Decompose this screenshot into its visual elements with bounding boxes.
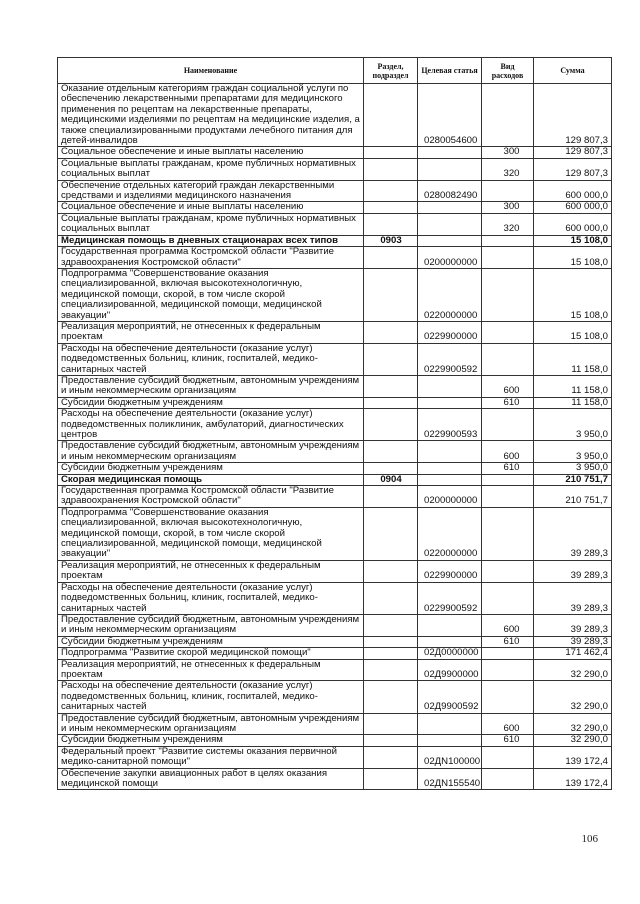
sum-cell: 32 290,0 [534, 735, 612, 746]
target-cell [418, 735, 482, 746]
expense-cell [482, 659, 534, 681]
section-cell [364, 180, 418, 202]
target-cell: 0229900592 [418, 582, 482, 614]
name-cell: Социальное обеспечение и иные выплаты населению [58, 147, 364, 158]
expense-cell: 300 [482, 202, 534, 213]
sum-cell: 15 108,0 [534, 247, 612, 269]
expense-cell [482, 681, 534, 713]
sum-cell: 32 290,0 [534, 713, 612, 735]
expense-cell [482, 560, 534, 582]
name-cell: Расходы на обеспечение деятельности (оказание услуг) подведомственных больниц, клиник, госпиталей, медико-санитарных частей [58, 681, 364, 713]
target-cell: 0229900592 [418, 343, 482, 375]
budget-table [57, 57, 612, 790]
name-cell: Субсидии бюджетным учреждениям [58, 463, 364, 474]
expense-cell [482, 486, 534, 508]
expense-cell [482, 648, 534, 659]
expense-cell [482, 474, 534, 485]
sum-cell: 15 108,0 [534, 268, 612, 321]
target-cell: 0220000000 [418, 507, 482, 560]
header-expense: Вид расходов [482, 58, 534, 84]
target-cell: 02ДN155540 [418, 768, 482, 790]
target-cell: 0229900000 [418, 321, 482, 343]
section-cell [364, 247, 418, 269]
section-cell: 0903 [364, 235, 418, 246]
table-row [58, 321, 612, 343]
name-cell: Расходы на обеспечение деятельности (оказание услуг) подведомственных больниц, клиник, госпиталей, медико-санитарных частей [58, 343, 364, 375]
table-row [58, 614, 612, 636]
expense-cell [482, 180, 534, 202]
sum-cell: 3 950,0 [534, 463, 612, 474]
sum-cell: 129 807,3 [534, 84, 612, 147]
name-cell: Субсидии бюджетным учреждениям [58, 397, 364, 408]
expense-cell [482, 343, 534, 375]
name-cell: Расходы на обеспечение деятельности (оказание услуг) подведомственных поликлиник, амбулаторий, диагностических центров [58, 409, 364, 441]
header-sum: Сумма [534, 58, 612, 84]
sum-cell: 600 000,0 [534, 213, 612, 235]
sum-cell: 600 000,0 [534, 180, 612, 202]
table-row [58, 713, 612, 735]
name-cell: Расходы на обеспечение деятельности (оказание услуг) подведомственных больниц, клиник, госпиталей, медико-санитарных частей [58, 582, 364, 614]
expense-cell: 600 [482, 713, 534, 735]
target-cell: 02ДN100000 [418, 746, 482, 768]
section-cell [364, 268, 418, 321]
section-cell [364, 659, 418, 681]
section-cell [364, 202, 418, 213]
table-header-row [58, 58, 612, 84]
sum-cell: 129 807,3 [534, 158, 612, 180]
section-cell [364, 463, 418, 474]
target-cell [418, 441, 482, 463]
name-cell: Медицинская помощь в дневных стационарах всех типов [58, 235, 364, 246]
target-cell [418, 397, 482, 408]
target-cell [418, 147, 482, 158]
target-cell: 02Д0000000 [418, 648, 482, 659]
header-section: Раздел, подраздел [364, 58, 418, 84]
section-cell [364, 343, 418, 375]
section-cell [364, 486, 418, 508]
target-cell: 0280054600 [418, 84, 482, 147]
name-cell: Обеспечение отдельных категорий граждан лекарственными средствами и изделиями медицинского назначения [58, 180, 364, 202]
table-row [58, 474, 612, 485]
expense-cell [482, 507, 534, 560]
section-cell: 0904 [364, 474, 418, 485]
section-cell [364, 560, 418, 582]
sum-cell: 15 108,0 [534, 321, 612, 343]
target-cell: 02Д9900000 [418, 659, 482, 681]
target-cell: 0200000000 [418, 247, 482, 269]
table-body [58, 84, 612, 790]
expense-cell: 320 [482, 158, 534, 180]
section-cell [364, 397, 418, 408]
name-cell: Подпрограмма "Совершенствование оказания специализированной, включая высокотехнологичную, медицинской помощи, скорой, в том числе скорой специализированной, медицинской помощи, медицинской эвакуации" [58, 507, 364, 560]
sum-cell: 171 462,4 [534, 648, 612, 659]
table-row [58, 202, 612, 213]
sum-cell: 39 289,3 [534, 507, 612, 560]
section-cell [364, 213, 418, 235]
target-cell [418, 463, 482, 474]
name-cell: Предоставление субсидий бюджетным, автономным учреждениям и иным некоммерческим организациям [58, 713, 364, 735]
table-row [58, 486, 612, 508]
sum-cell: 600 000,0 [534, 202, 612, 213]
name-cell: Подпрограмма "Развитие скорой медицинской помощи" [58, 648, 364, 659]
table-row [58, 659, 612, 681]
expense-cell [482, 746, 534, 768]
name-cell: Государственная программа Костромской области "Развитие здравоохранения Костромской области" [58, 247, 364, 269]
section-cell [364, 614, 418, 636]
table-row [58, 560, 612, 582]
table-row [58, 463, 612, 474]
target-cell [418, 614, 482, 636]
table-row [58, 213, 612, 235]
sum-cell: 15 108,0 [534, 235, 612, 246]
sum-cell: 39 289,3 [534, 636, 612, 647]
name-cell: Реализация мероприятий, не отнесенных к федеральным проектам [58, 321, 364, 343]
name-cell: Субсидии бюджетным учреждениям [58, 636, 364, 647]
expense-cell [482, 768, 534, 790]
name-cell: Социальные выплаты гражданам, кроме публичных нормативных социальных выплат [58, 213, 364, 235]
table-row [58, 582, 612, 614]
section-cell [364, 84, 418, 147]
table-row [58, 235, 612, 246]
table-row [58, 84, 612, 147]
expense-cell: 600 [482, 375, 534, 397]
table-row [58, 636, 612, 647]
section-cell [364, 158, 418, 180]
expense-cell: 300 [482, 147, 534, 158]
name-cell: Социальные выплаты гражданам, кроме публичных нормативных социальных выплат [58, 158, 364, 180]
target-cell: 0229900593 [418, 409, 482, 441]
sum-cell: 39 289,3 [534, 614, 612, 636]
table-row [58, 441, 612, 463]
target-cell: 0280082490 [418, 180, 482, 202]
sum-cell: 39 289,3 [534, 582, 612, 614]
expense-cell [482, 321, 534, 343]
name-cell: Обеспечение закупки авиационных работ в целях оказания медицинской помощи [58, 768, 364, 790]
name-cell: Государственная программа Костромской области "Развитие здравоохранения Костромской области" [58, 486, 364, 508]
sum-cell: 210 751,7 [534, 474, 612, 485]
name-cell: Субсидии бюджетным учреждениям [58, 735, 364, 746]
sum-cell: 139 172,4 [534, 768, 612, 790]
expense-cell: 610 [482, 463, 534, 474]
section-cell [364, 441, 418, 463]
expense-cell [482, 409, 534, 441]
name-cell: Подпрограмма "Совершенствование оказания специализированной, включая высокотехнологичную, медицинской помощи, скорой, в том числе скорой специализированной, медицинской помощи, медицинской эвакуации" [58, 268, 364, 321]
page-number: 106 [581, 833, 598, 845]
sum-cell: 11 158,0 [534, 397, 612, 408]
name-cell: Реализация мероприятий, не отнесенных к федеральным проектам [58, 560, 364, 582]
table-row [58, 397, 612, 408]
name-cell: Скорая медицинская помощь [58, 474, 364, 485]
target-cell [418, 375, 482, 397]
name-cell: Социальное обеспечение и иные выплаты населению [58, 202, 364, 213]
table-row [58, 375, 612, 397]
target-cell [418, 713, 482, 735]
name-cell: Предоставление субсидий бюджетным, автономным учреждениям и иным некоммерческим организациям [58, 614, 364, 636]
table-row [58, 735, 612, 746]
target-cell [418, 474, 482, 485]
table-row [58, 343, 612, 375]
expense-cell [482, 247, 534, 269]
target-cell [418, 636, 482, 647]
expense-cell [482, 235, 534, 246]
table-row [58, 247, 612, 269]
sum-cell: 3 950,0 [534, 409, 612, 441]
target-cell [418, 202, 482, 213]
table-row [58, 158, 612, 180]
section-cell [364, 147, 418, 158]
sum-cell: 139 172,4 [534, 746, 612, 768]
name-cell: Реализация мероприятий, не отнесенных к федеральным проектам [58, 659, 364, 681]
name-cell: Федеральный проект "Развитие системы оказания первичной медико-санитарной помощи" [58, 746, 364, 768]
target-cell: 02Д9900592 [418, 681, 482, 713]
header-target: Целевая статья [418, 58, 482, 84]
section-cell [364, 636, 418, 647]
table-row [58, 180, 612, 202]
section-cell [364, 375, 418, 397]
sum-cell: 32 290,0 [534, 681, 612, 713]
expense-cell: 610 [482, 636, 534, 647]
expense-cell: 600 [482, 614, 534, 636]
section-cell [364, 713, 418, 735]
name-cell: Оказание отдельным категориям граждан социальной услуги по обеспечению лекарственными препаратами для медицинского применения по рецептам на лекарственные препараты, медицинскими изделиями по рецептам на медицинские изделия, а также специализированными продуктами лечебного питания для детей-инвалидов [58, 84, 364, 147]
section-cell [364, 681, 418, 713]
table-row [58, 681, 612, 713]
table-row [58, 147, 612, 158]
section-cell [364, 507, 418, 560]
expense-cell [482, 84, 534, 147]
section-cell [364, 648, 418, 659]
sum-cell: 11 158,0 [534, 343, 612, 375]
table-row [58, 409, 612, 441]
target-cell [418, 158, 482, 180]
section-cell [364, 746, 418, 768]
target-cell: 0229900000 [418, 560, 482, 582]
section-cell [364, 582, 418, 614]
table-row [58, 746, 612, 768]
sum-cell: 129 807,3 [534, 147, 612, 158]
table-row [58, 507, 612, 560]
expense-cell [482, 268, 534, 321]
table-row [58, 268, 612, 321]
sum-cell: 39 289,3 [534, 560, 612, 582]
name-cell: Предоставление субсидий бюджетным, автономным учреждениям и иным некоммерческим организациям [58, 441, 364, 463]
target-cell [418, 213, 482, 235]
section-cell [364, 735, 418, 746]
expense-cell [482, 582, 534, 614]
target-cell [418, 235, 482, 246]
table-row [58, 768, 612, 790]
sum-cell: 210 751,7 [534, 486, 612, 508]
sum-cell: 32 290,0 [534, 659, 612, 681]
sum-cell: 3 950,0 [534, 441, 612, 463]
target-cell: 0220000000 [418, 268, 482, 321]
section-cell [364, 768, 418, 790]
target-cell: 0200000000 [418, 486, 482, 508]
sum-cell: 11 158,0 [534, 375, 612, 397]
section-cell [364, 321, 418, 343]
name-cell: Предоставление субсидий бюджетным, автономным учреждениям и иным некоммерческим организациям [58, 375, 364, 397]
table-row [58, 648, 612, 659]
expense-cell: 610 [482, 397, 534, 408]
expense-cell: 320 [482, 213, 534, 235]
expense-cell: 600 [482, 441, 534, 463]
expense-cell: 610 [482, 735, 534, 746]
header-name: Наименование [58, 58, 364, 84]
section-cell [364, 409, 418, 441]
